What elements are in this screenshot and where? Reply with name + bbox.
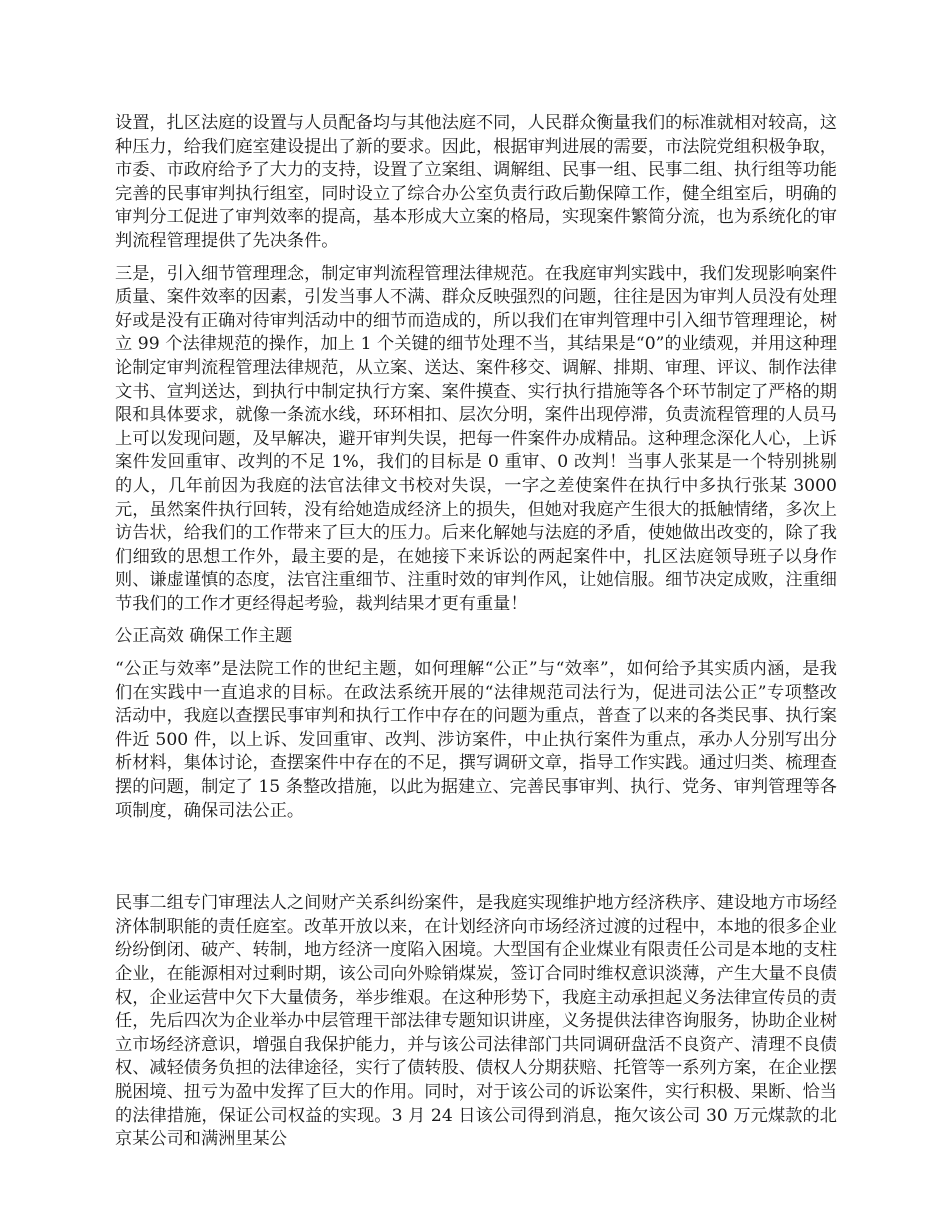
paragraph-court-setup: 设置，扎区法庭的设置与人员配备均与其他法庭不同，人民群众衡量我们的标准就相对较高，这种压力，给我们庭室建设提出了新的要求。因此，根据审判进展的需要，市法院党组积极争取，市委、市政府给予了大力的支持，设置了立案组、调解组、民事一组、民事二组、执行组等功能完善的民事审判执行组室，同时设立了综合办公室负责行政后勤保障工作，健全组室后，明确的审判分工促进了审判效率的提高，基本形成大立案的格局，实现案件繁简分流，也为系统化的审判流程管理提供了先决条件。 — [115, 113, 837, 251]
document-page — [115, 112, 837, 1152]
paragraph-detail-management: 三是，引入细节管理理念，制定审判流程管理法律规范。在我庭审判实践中，我们发现影响案件质量、案件效率的因素，引发当事人不满、群众反映强烈的问题，往往是因为审判人员没有处理好或是没有正确对待审判活动中的细节而造成的，所以我们在审判管理中引入细节管理理论，树立 99 个法律规范的操作，加上 1 个关键的细节处理不当，其结果是“0”的业绩观，并用这种理论制定审判流程管理法律规范，从立案、送达、案件移交、调解、排期、审理、评议、制作法律文书、宣判送达，到执行中制定执行方案、案件摸查、实行执行措施等各个环节制定了严格的期限和具体要求，就像一条流水线，环环相扣、层次分明，案件出现停滞，负责流程管理的人员马上可以发现问题，及早解决，避开审判失误，把每一件案件办成精品。这种理念深化人心，上诉案件发回重审、改判的不足 1%，我们的目标是 0 重审、0 改判！当事人张某是一个特别挑剔的人，几年前因为我庭的法官法律文书校对失误，一字之差使案件在执行中多执行张某 3000 元，虽然案件执行回转，没有给她造成经济上的损失，但她对我庭产生很大的抵触情绪，多次上访告状，给我们的工作带来了巨大的压力。后来化解她与法庭的矛盾，使她做出改变的，除了我们细致的思想工作外，最主要的是，在她接下来诉讼的两起案件中，扎区法庭领导班子以身作则、谦虚谨慎的态度，法官注重细节、注重时效的审判作风，让她信服。细节决定成败，注重细节我们的工作才更经得起考验，裁判结果才更有重量！ — [115, 263, 837, 614]
section-gap — [115, 832, 837, 892]
paragraph-civil-group-two: 民事二组专门审理法人之间财产关系纠纷案件，是我庭实现维护地方经济秩序、建设地方市场经济体制职能的责任庭室。改革开放以来，在计划经济向市场经济过渡的过程中，本地的很多企业纷纷倒闭、破产、转制，地方经济一度陷入困境。大型国有企业煤业有限责任公司是本地的支柱企业，在能源相对过剩时期，该公司向外赊销煤炭，签订合同时维权意识淡薄，产生大量不良债权，企业运营中欠下大量债务，举步维艰。在这种形势下，我庭主动承担起义务法律宣传员的责任，先后四次为企业举办中层管理干部法律专题知识讲座，义务提供法律咨询服务，协助企业树立市场经济意识，增强自我保护能力，并与该公司法律部门共同调研盘活不良资产、清理不良债权、减轻债务负担的法律途径，实行了债转股、债权人分期获赔、托管等一系列方案，在企业摆脱困境、扭亏为盈中发挥了巨大的作用。同时，对于该公司的诉讼案件，实行积极、果断、恰当的法律措施，保证公司权益的实现。3 月 24 日该公司得到消息，拖欠该公司 30 万元煤款的北京某公司和满洲里某公 — [115, 893, 837, 1150]
section-heading: 公正高效 确保工作主题 — [115, 626, 293, 647]
paragraph-fairness-efficiency: “公正与效率”是法院工作的世纪主题，如何理解“公正”与“效率”，如何给予其实质内涵，是我们在实践中一直追求的目标。在政法系统开展的“法律规范司法行为，促进司法公正”专项整改活动中，我庭以查摆民事审判和执行工作中存在的问题为重点，普查了以来的各类民事、执行案件近 500 件，以上诉、发回重审、改判、涉访案件，中止执行案件为重点，承办人分别写出分析材料，集体讨论，查摆案件中存在的不足，撰写调研文章，指导工作实践。通过归类、梳理查摆的问题，制定了 15 条整改措施，以此为据建立、完善民事审判、执行、党务、审判管理等各项制度，确保司法公正。 — [115, 659, 837, 821]
